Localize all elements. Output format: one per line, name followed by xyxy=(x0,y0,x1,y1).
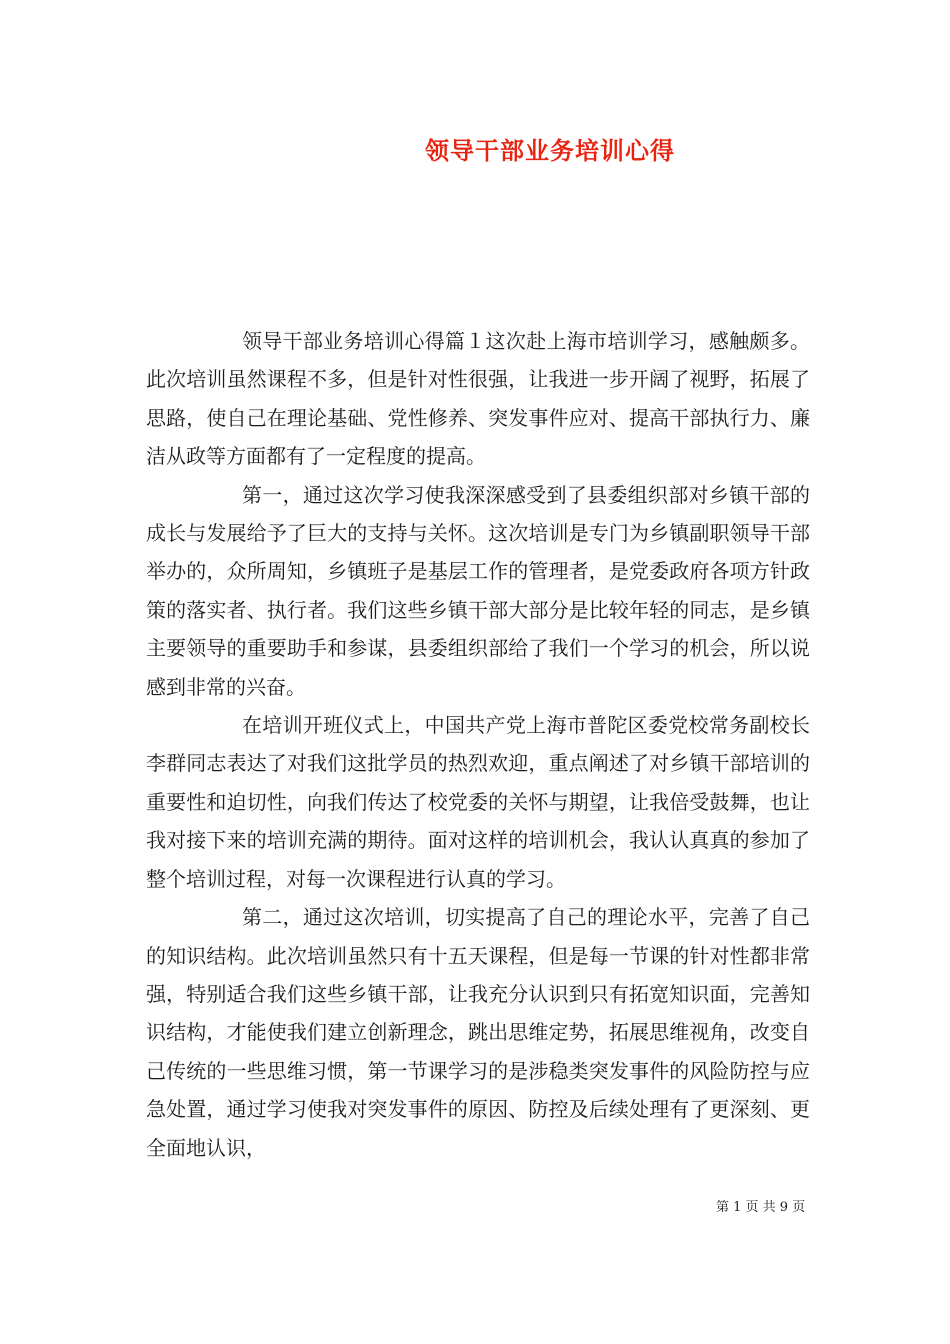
paragraph-3: 在培训开班仪式上，中国共产党上海市普陀区委党校常务副校长李群同志表达了对我们这批学员的热烈欢迎，重点阐述了对乡镇干部培训的重要性和迫切性，向我们传达了校党委的关怀与期望，让我倍受鼓舞，也让我对接下来的培训充满的期待。面对这样的培训机会，我认认真真的参加了整个培训过程，对每一次课程进行认真的学习。 xyxy=(146,713,810,891)
paragraph-1: 领导干部业务培训心得篇１这次赴上海市培训学习，感触颇多。此次培训虽然课程不多，但是针对性很强，让我进一步开阔了视野，拓展了思路，使自己在理论基础、党性修养、突发事件应对、提高干部执行力、廉洁从政等方面都有了一定程度的提高。 xyxy=(146,329,810,469)
paragraph-4: 第二，通过这次培训，切实提高了自己的理论水平，完善了自己的知识结构。此次培训虽然只有十五天课程，但是每一节课的针对性都非常强，特别适合我们这些乡镇干部，让我充分认识到只有拓宽知识面，完善知识结构，才能使我们建立创新理念，跳出思维定势，拓展思维视角，改变自己传统的一些思维习惯，第一节课学习的是涉稳类突发事件的风险防控与应急处置，通过学习使我对突发事件的原因、防控及后续处理有了更深刻、更全面地认识， xyxy=(146,905,810,1160)
document-body xyxy=(146,322,810,1167)
paragraph-2: 第一，通过这次学习使我深深感受到了县委组织部对乡镇干部的成长与发展给予了巨大的支持与关怀。这次培训是专门为乡镇副职领导干部举办的，众所周知，乡镇班子是基层工作的管理者，是党委政府各项方针政策的落实者、执行者。我们这些乡镇干部大部分是比较年轻的同志，是乡镇主要领导的重要助手和参谋，县委组织部给了我们一个学习的机会，所以说感到非常的兴奋。 xyxy=(146,482,810,699)
document-title: 领导干部业务培训心得 xyxy=(425,136,675,165)
page-number-footer: 第 1 页 共 9 页 xyxy=(716,1200,806,1215)
document-title-container xyxy=(0,133,950,169)
